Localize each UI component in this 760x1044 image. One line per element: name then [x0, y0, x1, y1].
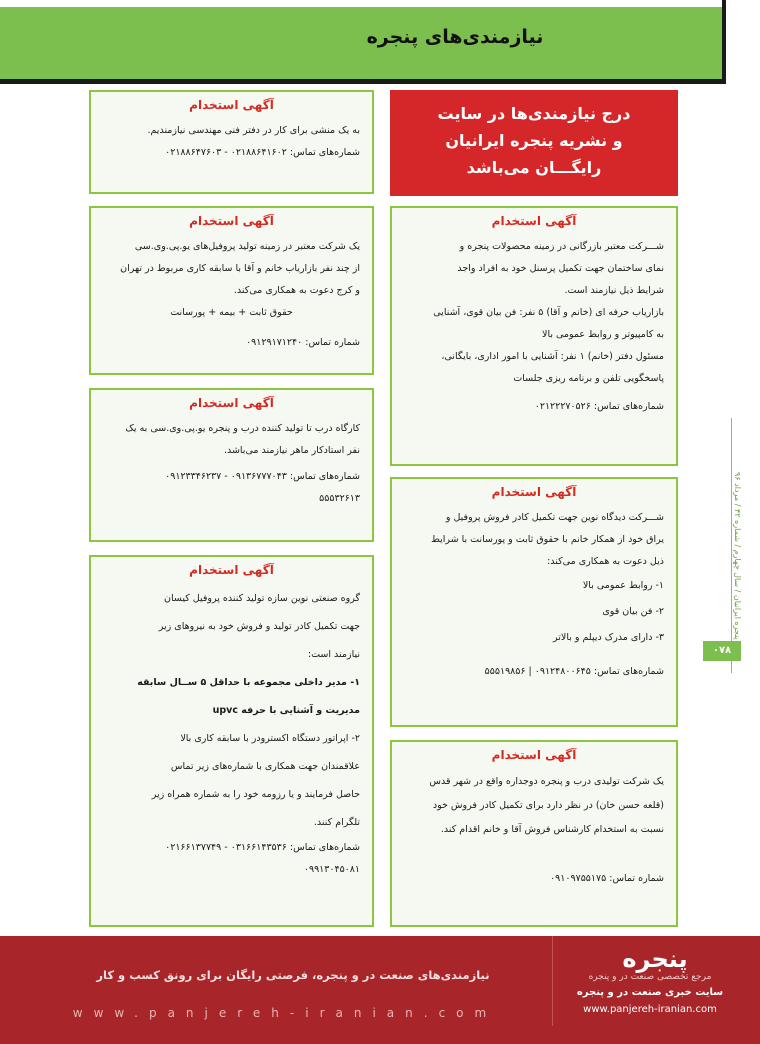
ad-line: یک شرکت معتبر در زمینه تولید پروفیل‌های یو.پی.وی.سی — [134, 241, 360, 252]
ad-line: ۱- مدیر داخلی مجموعه با حداقل ۵ ســال سابقه — [137, 677, 360, 688]
ad-line: کارگاه درب تا تولید کننده درب و پنجره یو.پی.وی.سی به یک — [125, 423, 360, 434]
brand-logo: پنجره — [622, 945, 688, 973]
ad-line: یراق خود از همکار خانم با حقوق ثابت و پورسانت با شرایط — [431, 534, 664, 545]
ad-line: نفر استادکار ماهر نیازمند می‌باشد. — [223, 445, 360, 456]
ad-line: به کامپیوتر و روابط عمومی بالا — [542, 329, 664, 340]
promo-line: درج نیازمندی‌ها در سایت — [437, 104, 631, 123]
promo-line: و نشریه پنجره ایرانیان — [445, 131, 623, 150]
ad-line: یک شرکت تولیدی درب و پنجره دوجداره واقع در شهر قدس — [429, 776, 664, 787]
job-ad-right-2 — [390, 477, 678, 727]
ad-title: آگهی استخدام — [189, 98, 274, 112]
job-ad-left-2 — [89, 206, 374, 375]
ad-line: مسئول دفتر (خانم) ۱ نفر: آشنایی با امور اداری، بایگانی، — [441, 351, 664, 362]
header-edge — [722, 0, 726, 84]
page-number: ۰۷۸ — [703, 641, 741, 661]
ad-line: ۲- اپراتور دستگاه اکسترودر با سابقه کاری بالا — [180, 733, 360, 744]
ad-phones: ۵۵۵۳۲۶۱۳ — [319, 493, 360, 504]
ad-line: شرایط ذیل نیازمند است. — [564, 285, 664, 296]
ad-title: آگهی استخدام — [491, 214, 577, 228]
footer-slogan: نیازمندی‌های صنعت در و پنجره، فرصتی رایگان برای رونق کسب و کار — [96, 968, 490, 982]
ad-line: علاقمندان جهت همکاری با شماره‌های زیر تماس — [170, 761, 360, 772]
job-ad-left-3 — [89, 388, 374, 542]
ad-title: آگهی استخدام — [491, 485, 577, 499]
job-ad-left-1 — [89, 90, 374, 194]
ad-phones: شماره‌های تماس: ۰۲۱۲۲۲۷۰۵۲۶ — [534, 401, 664, 412]
logo-url: www.panjereh-iranian.com — [583, 1004, 717, 1015]
free-listing-promo — [390, 90, 678, 196]
ad-phones: شماره تماس: ۰۹۱۲۹۱۷۱۲۴۰ — [246, 337, 360, 348]
ad-line: به یک منشی برای کار در دفتر فنی مهندسی نیازمندیم. — [147, 125, 360, 136]
ad-line: حاصل فرمایند و یا رزومه خود را به شماره همراه زیر — [151, 789, 360, 800]
ad-line: از چند نفر بازاریاب خانم و آقا با سابقه کاری مربوط در تهران — [120, 263, 360, 274]
ad-title: آگهی استخدام — [189, 396, 274, 410]
ad-line: نمای ساختمان جهت تکمیل پرسنل خود به افراد واجد — [457, 263, 664, 274]
ad-line: شـــرکت معتبر بازرگانی در زمینه محصولات پنجره و — [459, 241, 664, 252]
ad-line: حقوق ثابت + بیمه + پورسانت — [170, 307, 293, 318]
logo-tagline: مرجع تخصصی صنعت در و پنجره — [588, 972, 712, 982]
ad-line: گروه صنعتی نوین سازه تولید کننده پروفیل کیسان — [164, 593, 360, 604]
footer-website: www.panjereh-iranian.com — [72, 1006, 498, 1020]
ad-title: آگهی استخدام — [491, 748, 577, 762]
ad-phones: شماره‌های تماس: ۰۹۱۲۴۸۰۰۶۴۵ | ۵۵۵۱۹۸۵۶ — [484, 666, 664, 677]
ad-line: بازاریاب حرفه ای (خانم و آقا) ۵ نفر: فن بیان قوی، آشنایی — [433, 307, 664, 318]
ad-phones: شماره‌های تماس: ۰۳۱۶۶۱۴۳۵۳۶ - ۰۲۱۶۶۱۳۷۷۴۹ — [165, 842, 360, 853]
ad-line: شـــرکت دیدگاه نوین جهت تکمیل کادر فروش پروفیل و — [445, 512, 664, 523]
ad-title: آگهی استخدام — [189, 214, 274, 228]
section-title: نیازمندی‌های پنجره — [366, 26, 544, 48]
ad-line: و کرج دعوت به همکاری می‌کند. — [233, 285, 360, 296]
ad-line: ۱- روابط عمومی بالا — [582, 580, 664, 591]
ad-line: ۲- فن بیان قوی — [602, 606, 664, 617]
header-underline — [0, 79, 726, 84]
promo-line: رایگـــان می‌باشد — [466, 158, 602, 177]
issue-info: پنجره ایرانیان / سال چهارم / شماره ۴۲ / مرداد ۹۶ — [733, 472, 742, 640]
ad-line: (قلعه حسن خان) در نظر دارد برای تکمیل کادر فروش خود — [432, 800, 664, 811]
ad-phones: شماره تماس: ۰۹۱۰۹۷۵۵۱۷۵ — [550, 873, 664, 884]
ad-line: تلگرام کنند. — [313, 817, 360, 828]
ad-phones: شماره‌های تماس: ۰۲۱۸۸۶۴۱۶۰۲ - ۰۲۱۸۸۶۴۷۶۰۳ — [165, 147, 360, 158]
logo-tagline: سایت خبری صنعت در و پنجره — [576, 987, 724, 998]
job-ad-right-1 — [390, 206, 678, 466]
ad-line: نیازمند است: — [307, 649, 360, 660]
ad-phones: شماره‌های تماس: ۰۹۱۳۶۷۷۷۰۴۳ - ۰۹۱۲۳۳۴۶۲۳۷ — [165, 471, 360, 482]
ad-line: جهت تکمیل کادر تولید و فروش خود به نیروهای زیر — [158, 621, 360, 632]
ad-line: پاسخگویی تلفن و برنامه ریزی جلسات — [513, 373, 664, 384]
ad-line: ذیل دعوت به همکاری می‌کند: — [547, 556, 664, 567]
ad-line: مدیریت و آشنایی با حرفه upvc — [212, 705, 360, 716]
ad-title: آگهی استخدام — [189, 563, 274, 577]
ad-line: ۳- دارای مدرک دیپلم و بالاتر — [553, 632, 664, 643]
ad-line: نسبت به استخدام کارشناس فروش آقا و خانم اقدام کند. — [440, 824, 664, 835]
job-ad-right-3 — [390, 740, 678, 927]
job-ad-left-4 — [89, 555, 374, 927]
header-top-gap — [0, 0, 722, 7]
ad-phones: ۰۹۹۱۳۰۴۵۰۸۱ — [303, 864, 360, 875]
